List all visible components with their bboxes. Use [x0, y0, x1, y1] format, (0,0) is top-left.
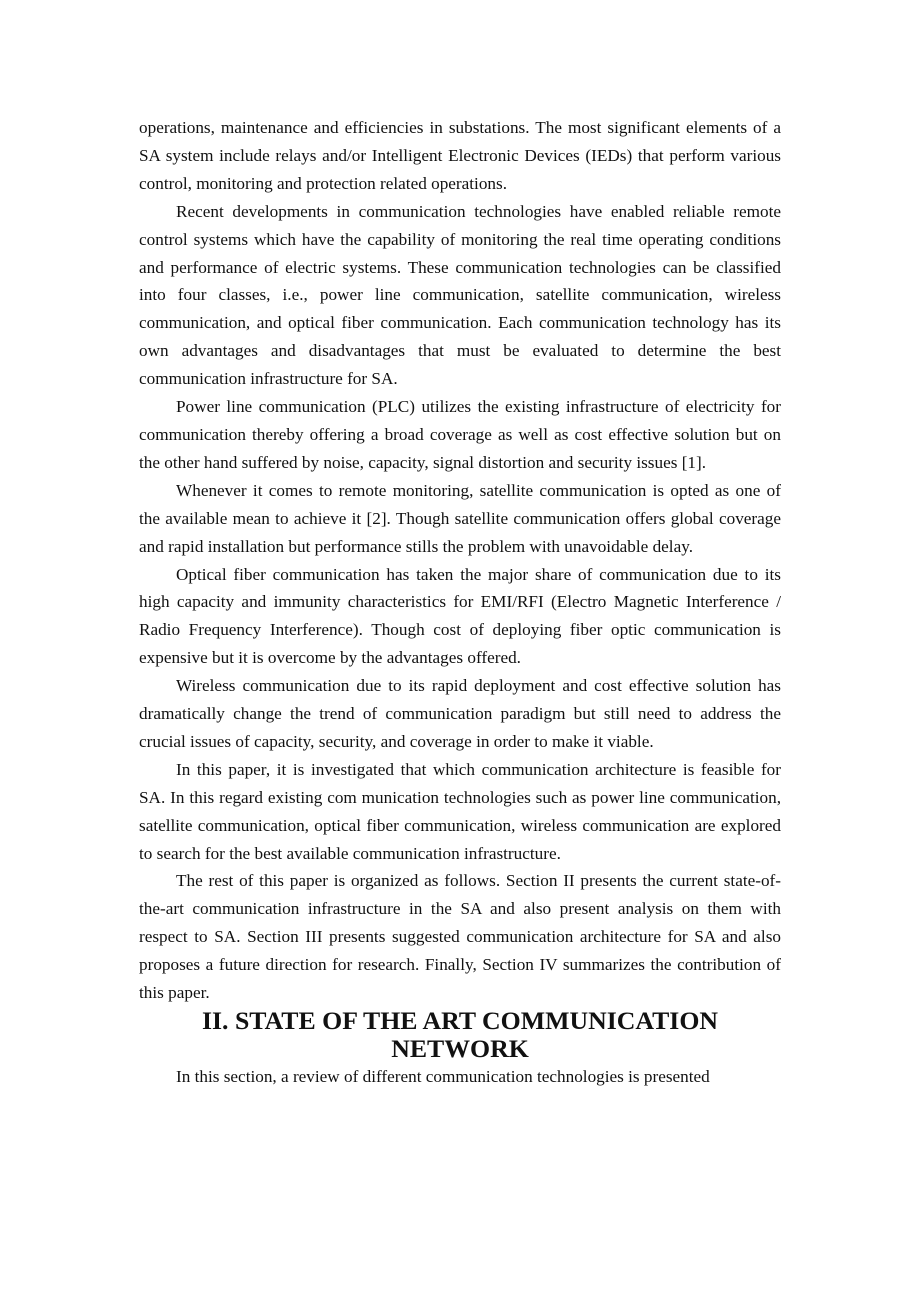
paper-page	[139, 114, 781, 1091]
paragraph-sa-elements: operations, maintenance and efficiencies in substations. The most significant elements of a SA system include relays and/or Intelligent Electronic Devices (IEDs) that perform various control, monitoring and protection related operations.	[139, 118, 781, 193]
paragraph-this-paper: In this paper, it is investigated that which communication architecture is feasible for SA. In this regard existing com munication technologies such as power line communication, satellite communication, optical fiber communication, wireless communication are explored to search for the best available communication infrastructure.	[139, 759, 781, 863]
paragraph-power-line: Power line communication (PLC) utilizes the existing infrastructure of electricity for communication thereby offering a broad coverage as well as cost effective solution but on the other hand suffered by noise, capacity, signal distortion and security issues [1].	[139, 397, 781, 472]
paragraph-satellite: Whenever it comes to remote monitoring, satellite communication is opted as one of the available mean to achieve it [2]. Though satellite communication offers global coverage and rapid installation but performance stills the problem with unavoidable delay.	[139, 480, 781, 556]
paragraph-section-intro: In this section, a review of different communication technologies is presented	[176, 1066, 710, 1086]
paragraph-wireless: Wireless communication due to its rapid deployment and cost effective solution has dramatically change the trend of communication paradigm but still need to address the crucial issues of capacity, security, and coverage in order to make it viable.	[139, 676, 781, 751]
paragraph-organization: The rest of this paper is organized as follows. Section II presents the current state-of-the-art communication infrastructure in the SA and also present analysis on them with respect to SA. Section III presents suggested communication architecture for SA and also proposes a future direction for research. Finally, Section IV summarizes the contribution of this paper.	[139, 871, 781, 1003]
section-heading: II. STATE OF THE ART COMMUNICATION NETWORK	[201, 1006, 719, 1063]
paragraph-optical-fiber: Optical fiber communication has taken the major share of communication due to its high capacity and immunity characteristics for EMI/RFI (Electro Magnetic Interference / Radio Frequency Interference). Though cost of deploying fiber optic communication is expensive but it is overcome by the advantages offered.	[139, 564, 781, 668]
paragraph-recent-developments: Recent developments in communication technologies have enabled reliable remote control systems which have the capability of monitoring the real time operating conditions and performance of electric systems. These communication technologies can be classified into four classes, i.e., power line communication, satellite communication, wireless communication, and optical fiber communication. Each communication technology has its own advantages and disadvantages that must be evaluated to determine the best communication infrastructure for SA.	[139, 201, 781, 389]
